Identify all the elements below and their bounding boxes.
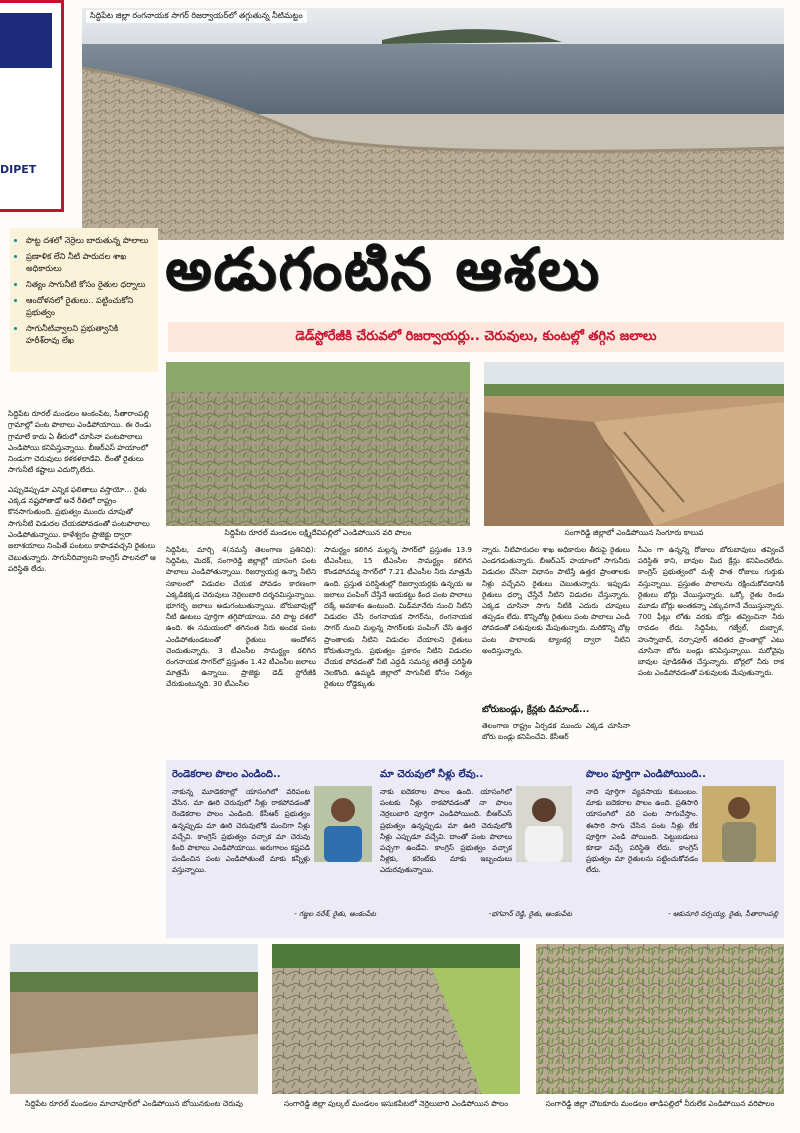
quote-title: పొలం పూర్తిగా ఎండిపోయింది.. bbox=[586, 769, 706, 780]
farmer-portrait bbox=[702, 786, 776, 862]
quote-signature: - ఆకునూరి నర్సయ్య, రైతు, సీతారాంపల్లి bbox=[668, 910, 778, 918]
bottom-photo-caption: సంగారెడ్డి జిల్లా పుల్కల్ మండలం ఇసుకపేటలో నెర్రెలుబారి ఎండిపోయిన పొలం bbox=[283, 1099, 509, 1108]
quote-body: నాది పూర్తిగా వ్యవసాయ కుటుంబం. మాకు ఐదెకరాల పొలం ఉంది. ప్రతిసారి యాసంగిలో వరి పంట సాగుచేస్తాం. ఈసారి సాగు చేసిన పంట నీళ్లు లేక పూర్తిగా ఎండి పోయింది. పెట్టుబడులు కూడా వచ్చే పరిస్థితి లేదు. కాంగ్రెస్ ప్రభుత్వం మా రైతులను పట్టించుకోవడం లేదు. bbox=[586, 787, 698, 875]
hero-caption: సిద్దిపేట జిల్లా రంగనాయక సాగర్ రిజర్వాయర్‌లో తగ్గుతున్న నీటిమట్టం bbox=[86, 10, 307, 23]
headline: అడుగంటిన ఆశలు bbox=[165, 235, 601, 303]
bottom-photo-caption: సిద్దిపేట రూరల్ మండలం మాచాపూర్‌లో ఎండిపోయిన బోయినకుంట చెరువు bbox=[25, 1099, 243, 1108]
borewell-subhead: బోరుబండ్లు, క్రేన్లకు డిమాండ్... bbox=[482, 705, 590, 715]
quote-body: నాకున్న మూడెకరాల్లో యాసంగిలో వరిపంట వేసిన. మా ఊరి చెరువులో నీళ్లు రాకపోవడంతో రెండెకరాల పొలం ఎండింది. కేసీఆర్ ప్రభుత్వం ఉన్నప్పుడు మా ఊరి చెరువులోకి మంచిగా నీళ్లు వచ్చేవి. కాంగ్రెస్ ప్రభుత్వం వచ్చాక మా చెరువు కింది పొలాలు ఎండిపోయాయి. అరుగాలం కష్టపడి పండించిన పంట ఎండిపోతుంటే మాకు కన్నీళ్లు వస్తున్నాయి. bbox=[172, 787, 310, 875]
dry-canal-image bbox=[484, 362, 784, 526]
farmer-quotes-box bbox=[166, 760, 784, 938]
bottom-photo-caption: సంగారెడ్డి జిల్లా చౌటకూరు మండలం తాడిపల్లిలో నీరులేక ఎండిపోయిన వరిపొలం bbox=[545, 1099, 775, 1108]
highlights-box bbox=[10, 228, 158, 372]
article-column-3: న్నారు. నీటిపారుదల శాఖ అధికారుల తీరుపై రైతులు ఎండగడుతున్నారు. బీఆర్‌ఎస్ హయాంలో సాగునీరు విడుదల చేసినా విధానం పాటిస్తే ఉత్తర ప్రాంతాలకు నీళ్లు వచ్చేవని రైతులు చెబుతున్నారు. ఇప్పుడు రైతులు ధర్నా చేస్తేనే నీటిని విడుదల చేస్తున్నారు. ఎక్కడ చూసినా సాగు నీటికి ఎదురు చూపులు తప్పడం లేదు. కొన్నిచోట్ల రైతులు పంట పొలాలు ఎండి పోవడంతో పశువులకు మేపుతున్నారు. మరికొన్ని చోట్ల పంట పొలాలకు ట్యాంకర్ల ద్వారా నీటిని అందిస్తున్నారు. bbox=[482, 545, 630, 655]
borewell-text: తెలంగాణ రాష్ట్రం ఏర్పడక ముందు ఎక్కడ చూసినా బోరు బండ్లు కనిపించేవి. కేసీఆర్ bbox=[482, 721, 630, 742]
cracked-field-image bbox=[272, 944, 520, 1094]
canal-photo-caption: సంగారెడ్డి జిల్లాలో ఎండిపోయిన సింగూరు కాలువ bbox=[564, 528, 704, 537]
highlight-item: • సాగునీటివ్వాలని ప్రభుత్వానికి హరీశ్‌రావు లేఖ bbox=[26, 322, 154, 346]
bottom-photo-paddy bbox=[536, 944, 784, 1094]
article-column-4: సీఎం గా ఉన్నన్ని రోజులు బోరుబావులు తవ్వించే పరిస్థితి కాని, బావుల మీద క్రేన్లు కనిపించలేదు. కాంగ్రెస్ ప్రభుత్వంలో మళ్లీ పాత రోజులు గుర్తుకు వస్తున్నాయి. ప్రస్తుతం పొలాలను రక్షించుకోవడానికి రైతులు బోర్లు వేయిస్తున్నారు. ఒక్కో రైతు రెండు మూడు బోర్లు అంతకన్నా ఎక్కువగానే వేయిస్తున్నారు. 700 ఫీట్లు లోతు వరకు బోర్లు తవ్వించినా నీరు రావడం లేదు. సిద్దిపేట, గజ్వేల్, దుబ్బాక, హుస్నాబాద్, నర్సాపూర్ తదితర ప్రాంతాల్లో ఎటు చూసినా బోరు బండ్లు కనిపిస్తున్నాయి. మరోవైపు బావుల పూడికతీత చేస్తున్నారు. బోర్లలో నీరు రాక పంట ఎండిపోవడంతో పశువులకు మేపుతున్నారు. bbox=[638, 545, 784, 678]
paddy-photo-caption: సిద్దిపేట రూరల్ మండలం లక్ష్మిదేవిపల్లిలో ఎండిపోయిన వరి పొలం bbox=[224, 528, 412, 537]
highlight-item: • ఆందోళనలో రైతులు.. పట్టించుకోని ప్రభుత్వం bbox=[26, 294, 154, 318]
highlight-item: • పొట్ట దశలో నెర్రెలు బారుతున్న పొలాలు bbox=[26, 234, 154, 246]
left-column bbox=[8, 408, 158, 582]
paddy-photo bbox=[166, 362, 470, 526]
quote-title: మా చెరువులో నీళ్లు లేవు.. bbox=[380, 769, 484, 780]
farmer-portrait bbox=[314, 786, 372, 862]
quote-signature: - గజ్జల నరేశ్, రైతు, అంకంపేట bbox=[294, 910, 376, 918]
masthead-box bbox=[0, 0, 64, 212]
subheadline: డెడ్‌స్టోరేజీకి చేరువలో రిజర్వాయర్లు.. చెరువులు, కుంటల్లో తగ్గిన జలాలు bbox=[168, 322, 784, 352]
masthead-logo bbox=[0, 13, 52, 68]
article-column-1: సిద్దిపేట, మార్చి 4(నమస్తే తెలంగాణ ప్రతినిధి): సిద్దిపేట, మెదక్, సంగారెడ్డి జిల్లాల్లో యాసంగి పంట పొలాలు ఎండిపోతున్నాయి. రిజర్వాయర్ల ఉన్నా నీటిని సకాలంలో విడుదల చేయక పోవడం కారణంగా ఎక్కడికక్కడ చెరువులు నెర్రెలుబారి దర్శనమిస్తున్నాయి. భూగర్భ జలాలు అడుగంటుతున్నాయి. బోరుబావుల్లో నీటి ఊటలు పూర్తిగా తగ్గిపోయాయి. వరి పొట్ట దశలో ఉంది. ఈ సమయంలో తగినంత నీరు అందక పంట ఎండిపోతుండటంతో రైతులు ఆందోళన చెందుతున్నారు. 3 టీఎంసీల సామర్థ్యం కలిగిన రంగనాయక సాగర్‌లో ప్రస్తుతం 1.42 టీఎంసీల జలాలు మాత్రమే ఉన్నాయి. ప్రాజెక్టు డెడ్ స్టోరేజీకి చేరుకుంటున్నది. 30 టీఎంసీల bbox=[166, 545, 316, 689]
left-column-paragraph: ఎప్పుడెప్పుడూ ఎన్నిక ఫలితాలు వస్తాయో... రైతు ఎక్కడ నష్టపోతాడో అనే రీతిలో రాష్ట్రం కొనసాగుతుంది. ప్రభుత్వం ముందు చూపుతో సాగునీటి విడుదల చేయకపోవడంతో పంటపొలాలు ఎండిపోతున్నాయి. కాళేశ్వరం ప్రాజెక్టు ద్వారా జలాశయాలు నింపితే పంటలు కాపాడవచ్చని రైతులు చెబుతున్నారు. సాగునీరివ్వాలని కాంగ్రెస్ పాలనలో ఆ పరిస్థితి లేదు. bbox=[8, 484, 156, 573]
dried-paddy-image bbox=[536, 944, 784, 1094]
hero-reservoir-image bbox=[82, 8, 784, 240]
canal-photo bbox=[484, 362, 784, 526]
dry-pond-image bbox=[10, 944, 258, 1094]
bottom-photo-field bbox=[272, 944, 520, 1094]
quote-signature: -భగవాన్ రెడ్డి, రైతు, అంకంపేట bbox=[488, 910, 572, 918]
hero-photo bbox=[82, 8, 784, 240]
quote-title: రెండెకరాల పొలం ఎండింది.. bbox=[172, 769, 281, 780]
article-column-2: సామర్థ్యం కలిగిన మల్లన్న సాగర్‌లో ప్రస్తుతం 13.9 టీఎంసీలు, 15 టీఎంసీల సామర్థ్యం కలిగిన కొండపోచమ్మ సాగర్‌లో 7.21 టీఎంసీల నీరు మాత్రమే ఉంది. ప్రస్తుత పరిస్థితుల్లో రిజర్వాయర్లకు ఉన్నయ ఆ జలాలు పంపింగ్ చేస్తేనే ఆయకట్టు కింద పంట పొలాలు దక్కే అవకాశం ఉంటుంది. మిడ్‌మానేరు నుంచి నీటిని విడుదల చేసి రంగనాయక సాగర్‌ను, రంగనాయక సాగర్ నుంచి మల్లన్న సాగర్‌లకు పంపింగ్ చేసి ఉత్తర ప్రాంతాలకు నీటిని విడుదల చేయాలని రైతులు కోరుతున్నారు. ప్రభుత్వం ప్రకారం నీటిని విడుదల చేయక పోవడంతో నీటి ఎద్దడి సమస్య తలెత్తే పరిస్థితి నెలకొంది. ఉమ్మడి జిల్లాలో సాగునీటి కోసం నిత్యం రైతులు రోడ్డెక్కుతు bbox=[324, 545, 472, 689]
left-column-paragraph: సిద్దిపేట రూరల్ మండలం అంకంపేట, సీతారాంపల్లి గ్రామాల్లో పంట పొలాలు ఎండిపోయాయి. ఈ రెండు గ్రామాలే కాదు ఏ తీరులో చూసినా పంటపొలాలు ఎండిపోయి కనిపిస్తున్నాయి. బీఆర్‌ఎస్ హయాంలో నిండుగా చెరువులు కళకళలాడేవి. దీంతో రైతులు సాగునీటి కష్టాలు ఎదుర్కొలేదు. bbox=[8, 409, 152, 475]
highlight-item: • ప్రణాళిక లేని నీటి పారుదల శాఖ అధికారులు bbox=[26, 250, 154, 274]
highlight-item: • నిత్యం సాగునీటి కోసం రైతుల ధర్నాలు bbox=[26, 278, 154, 290]
paddy-field-image bbox=[166, 362, 470, 526]
masthead-city-label: DIPET bbox=[0, 163, 37, 176]
bottom-photo-pond bbox=[10, 944, 258, 1094]
farmer-portrait bbox=[516, 786, 572, 862]
quote-body: నాకు ఐదెకరాల పొలం ఉంది. యాసంగిలో పంటకు నీళ్లు రాకపోవడంతో నా పొలం నెర్రలుబారి పూర్తిగా ఎండిపోయింది. బీఆర్‌ఎస్ ప్రభుత్వం ఉన్నప్పుడు మా ఊరి చెరువులోకి నీళ్లు ఎప్పుడూ వచ్చేవి. దాంతో పంట పొలాలు పచ్చగా ఉండేవి. కాంగ్రెస్ ప్రభుత్వం వచ్చాక నీళ్లకు, కరెంట్‌కు మాకు ఇబ్బందులు ఎదురవుతున్నాయి. bbox=[380, 787, 512, 875]
